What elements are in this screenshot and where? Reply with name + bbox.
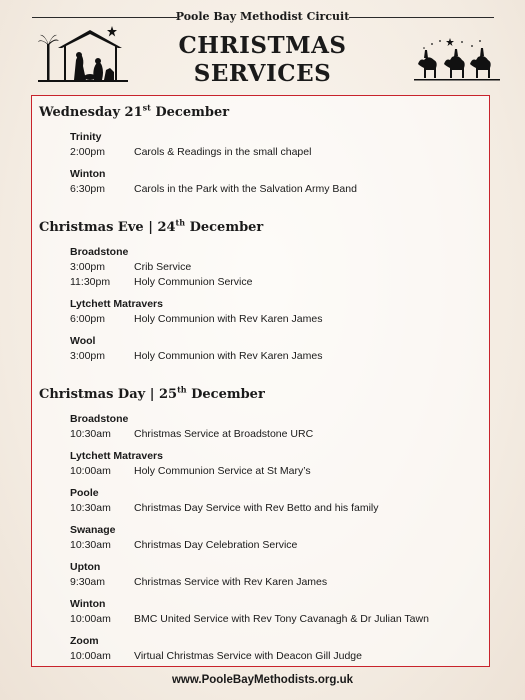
service-time: 3:00pm [70,350,106,362]
service-description: Crib Service [134,261,192,273]
service-time: 10:00am [70,650,111,662]
venue-name: Trinity [70,131,102,143]
venue-name: Upton [70,561,101,573]
service-time: 10:30am [70,428,111,440]
venue-name: Winton [70,598,106,610]
service-description: Christmas Day Service with Rev Betto and his family [134,502,379,514]
day-ordinal: st [142,102,151,113]
service-description: Holy Communion with Rev Karen James [134,313,323,325]
nativity-icon [38,26,128,82]
day-ordinal: th [175,217,186,228]
service-description: BMC United Service with Rev Tony Cavanagh & Dr Julian Tawn [134,613,429,625]
section-day-christmas-eve [39,217,264,236]
service-time: 6:00pm [70,313,106,325]
day-heading: Christmas Eve | 24 [39,220,176,235]
venue-name: Wool [70,335,96,347]
service-description: Holy Communion Service [134,276,253,288]
service-time: 10:30am [70,539,111,551]
day-ordinal: th [177,384,187,395]
service-description: Virtual Christmas Service with Deacon Gill Judge [134,650,362,662]
day-month: December [185,220,264,235]
website-link[interactable]: www.PooleBayMethodists.org.uk [171,674,354,686]
day-month: December [150,105,230,120]
circuit-name: Poole Bay Methodist Circuit [175,10,350,23]
service-description: Christmas Service with Rev Karen James [134,576,328,588]
venue-name: Broadstone [70,413,129,425]
service-description: Christmas Day Celebration Service [134,539,298,551]
service-time: 10:30am [70,502,111,514]
service-description: Carols in the Park with the Salvation Army Band [134,183,357,195]
day-heading: Christmas Day | 25 [39,387,178,402]
service-time: 10:00am [70,613,111,625]
section-day-wednesday [39,102,230,121]
venue-name: Broadstone [70,246,129,258]
service-description: Holy Communion with Rev Karen James [134,350,323,362]
day-month: December [186,387,265,402]
service-time: 6:30pm [70,183,106,195]
service-description: Holy Communion Service at St Mary’s [134,465,311,477]
wise-men-camels-icon [414,38,500,82]
venue-name: Swanage [70,524,116,536]
title-line-2: SERVICES [193,60,332,87]
header-rule [0,10,525,24]
title-line-1: CHRISTMAS [178,32,347,59]
service-time: 9:30am [70,576,106,588]
service-time: 2:00pm [70,146,106,158]
service-description: Carols & Readings in the small chapel [134,146,312,158]
venue-name: Lytchett Matravers [70,298,163,310]
services-panel [31,95,490,667]
day-heading: Wednesday 21 [39,105,143,120]
service-time: 10:00am [70,465,111,477]
venue-name: Poole [70,487,99,499]
service-description: Christmas Service at Broadstone URC [134,428,314,440]
section-day-christmas-day [39,384,265,403]
service-time: 3:00pm [70,261,106,273]
header-rule-right [349,17,494,18]
service-time: 11:30pm [70,276,111,288]
venue-name: Lytchett Matravers [70,450,163,462]
venue-name: Winton [70,168,106,180]
venue-name: Zoom [70,635,99,647]
